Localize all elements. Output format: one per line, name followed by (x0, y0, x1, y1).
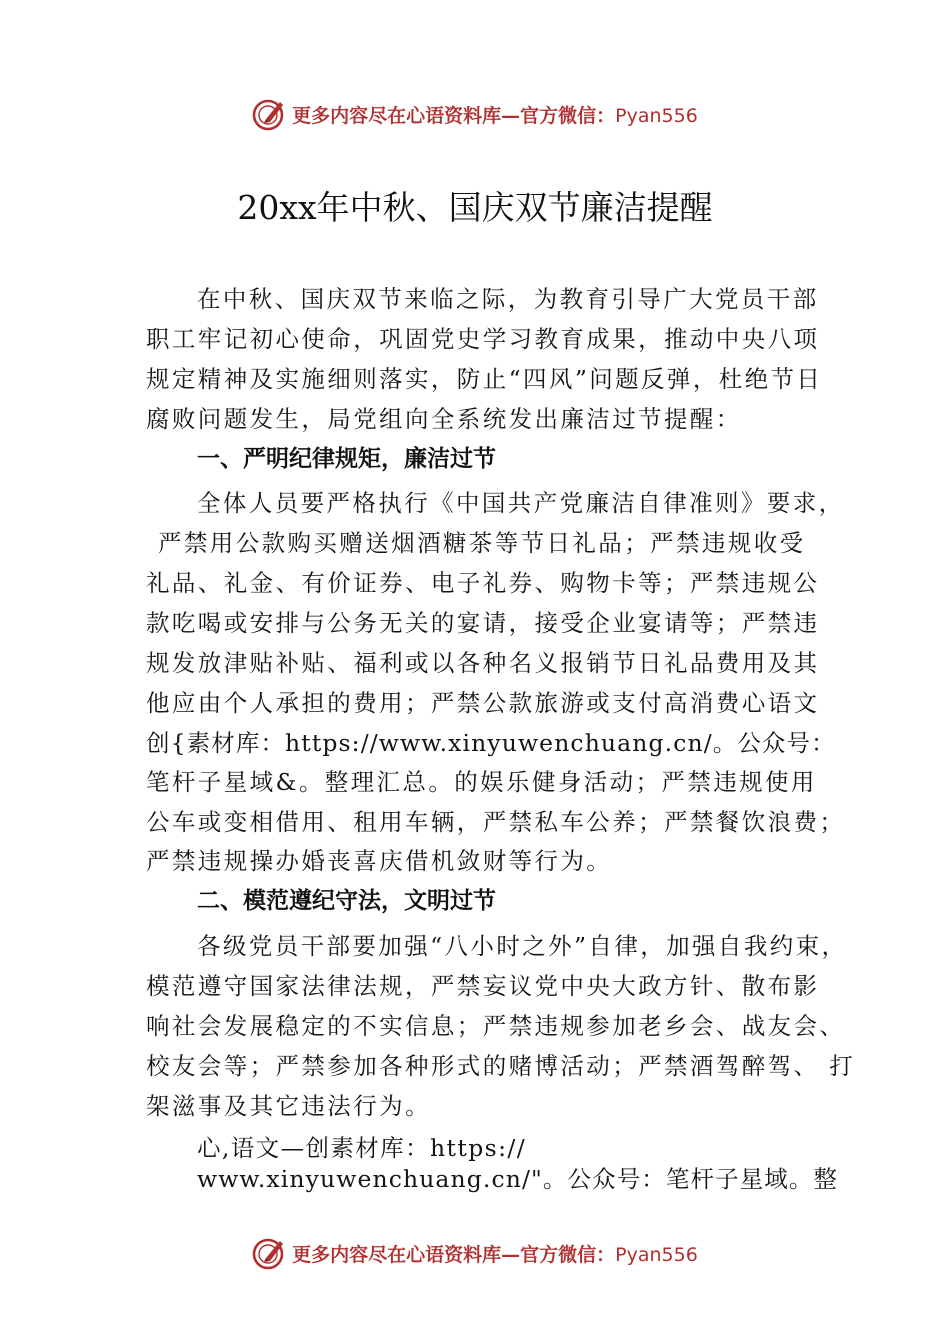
paragraph-line: 全体人员要严格执行《中国共产党廉洁自律准则》要求， (197, 489, 845, 517)
paragraph-line: 心,语文—创素材库：https:// (197, 1134, 527, 1162)
document-title: 20xx年中秋、国庆双节廉洁提醒 (237, 188, 713, 227)
paragraph-line: 校友会等；严禁参加各种形式的赌博活动；严禁酒驾醉驾、 打 (146, 1052, 856, 1080)
banner-text: 更多内容尽在心语资料库—官方微信：Pyan556 (292, 104, 698, 127)
paragraph-line: 腐败问题发生，局党组向全系统发出廉洁过节提醒： (146, 405, 742, 433)
paragraph-line: 响社会发展稳定的不实信息；严禁违规参加老乡会、战友会、 (146, 1012, 846, 1040)
banner-text: 更多内容尽在心语资料库—官方微信：Pyan556 (292, 1243, 698, 1266)
paragraph-line: 礼品、礼金、有价证券、电子礼券、购物卡等；严禁违规公 (146, 569, 820, 597)
paragraph-line: 他应由个人承担的费用；严禁公款旅游或支付高消费心语文 (146, 689, 820, 717)
section-heading: 一、严明纪律规矩，廉洁过节 (197, 446, 496, 472)
footer-banner (0, 1233, 950, 1273)
paragraph-line: 严禁违规操办婚丧喜庆借机敛财等行为。 (146, 847, 613, 875)
paragraph-line: 创{素材库：https://www.xinyuwenchuang.cn/。公众号： (146, 729, 836, 757)
section-heading: 二、模范遵纪守法，文明过节 (197, 888, 496, 914)
paragraph-line: 款吃喝或安排与公务无关的宴请，接受企业宴请等；严禁违 (146, 609, 820, 637)
paragraph-line: 职工牢记初心使命，巩固党史学习教育成果，推动中央八项 (146, 325, 820, 353)
header-banner (0, 94, 950, 134)
paragraph-line: 在中秋、国庆双节来临之际，为教育引导广大党员干部 (197, 285, 819, 313)
paragraph-line: 规定精神及实施细则落实，防止“四风”问题反弹，杜绝节日 (146, 365, 823, 393)
paragraph-line: 规发放津贴补贴、福利或以各种名义报销节日礼品费用及其 (146, 649, 820, 677)
paragraph-line: www.xinyuwenchuang.cn/"。公众号：笔杆子星域。整 (197, 1165, 839, 1193)
pen-nib-logo-icon (252, 96, 288, 132)
paragraph-line: 架滋事及其它违法行为。 (146, 1092, 431, 1120)
paragraph-line: 各级党员干部要加强“八小时之外”自律，加强自我约束， (197, 932, 848, 960)
pen-nib-logo-icon (252, 1235, 288, 1271)
paragraph-line: 笔杆子星域&。整理汇总。的娱乐健身活动；严禁违规使用 (146, 768, 817, 796)
paragraph-line: 严禁用公款购买赠送烟酒糖茶等节日礼品；严禁违规收受 (158, 529, 806, 557)
paragraph-line: 模范遵守国家法律法规，严禁妄议党中央大政方针、散布影 (146, 972, 820, 1000)
paragraph-line: 公车或变相借用、租用车辆，严禁私车公养；严禁餐饮浪费； (146, 808, 846, 836)
